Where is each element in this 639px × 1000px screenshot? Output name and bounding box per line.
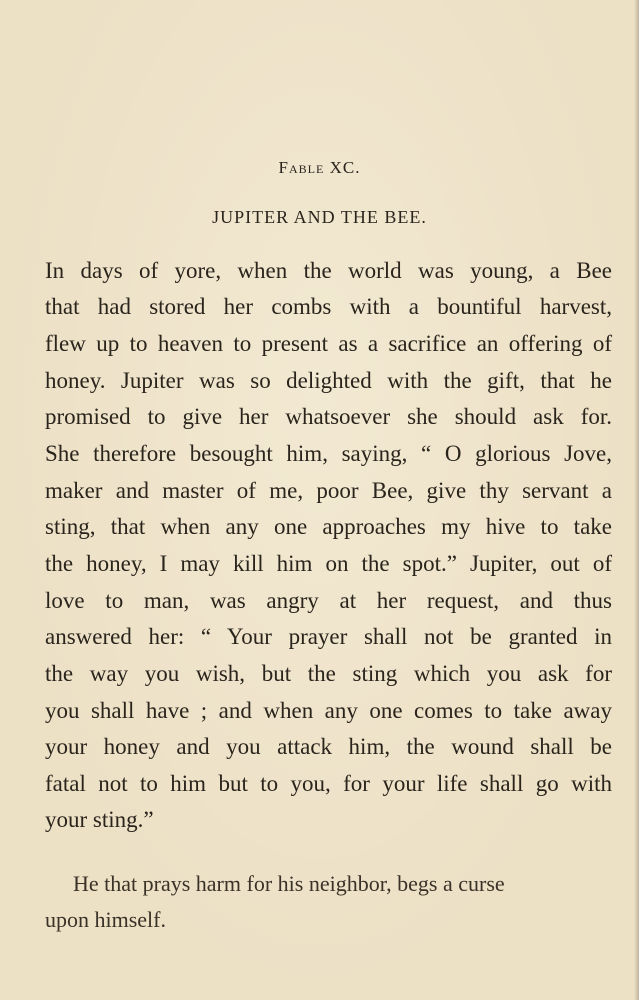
body-line: sting, that when any one approaches my hive to take [45, 514, 612, 539]
fable-number: Fable XC. [278, 158, 361, 177]
body-line: flew up to heaven to present as a sacrifice an offering of [45, 331, 612, 356]
body-line: maker and master of me, poor Bee, give thy servant a [45, 478, 612, 503]
body-line: your honey and you attack him, the wound shall be [45, 734, 612, 759]
body-line: fatal not to him but to you, for your life shall go with [45, 771, 612, 796]
body-line: you shall have ; and when any one comes to take away [45, 698, 612, 723]
fable-title: JUPITER AND THE BEE. [212, 207, 427, 227]
body-line: love to man, was angry at her request, and thus [45, 588, 612, 613]
body-line: honey. Jupiter was so delighted with the gift, that he [45, 368, 612, 393]
body-line: your sting.” [45, 807, 154, 832]
body-line: promised to give her whatsoever she should ask for. [45, 404, 612, 429]
moral-line: He that prays harm for his neighbor, begs a curse [73, 871, 505, 896]
moral-line: upon himself. [45, 907, 166, 932]
body-line: the way you wish, but the sting which you ask for [45, 661, 612, 686]
body-line: In days of yore, when the world was young, a Bee [45, 258, 612, 283]
body-line: the honey, I may kill him on the spot.” Jupiter, out of [45, 551, 612, 576]
body-line: She therefore besought him, saying, “ O glorious Jove, [45, 441, 612, 466]
page-edge-shadow [634, 0, 639, 1000]
body-line: answered her: “ Your prayer shall not be granted in [45, 624, 612, 649]
body-line: that had stored her combs with a bountiful harvest, [45, 294, 612, 319]
